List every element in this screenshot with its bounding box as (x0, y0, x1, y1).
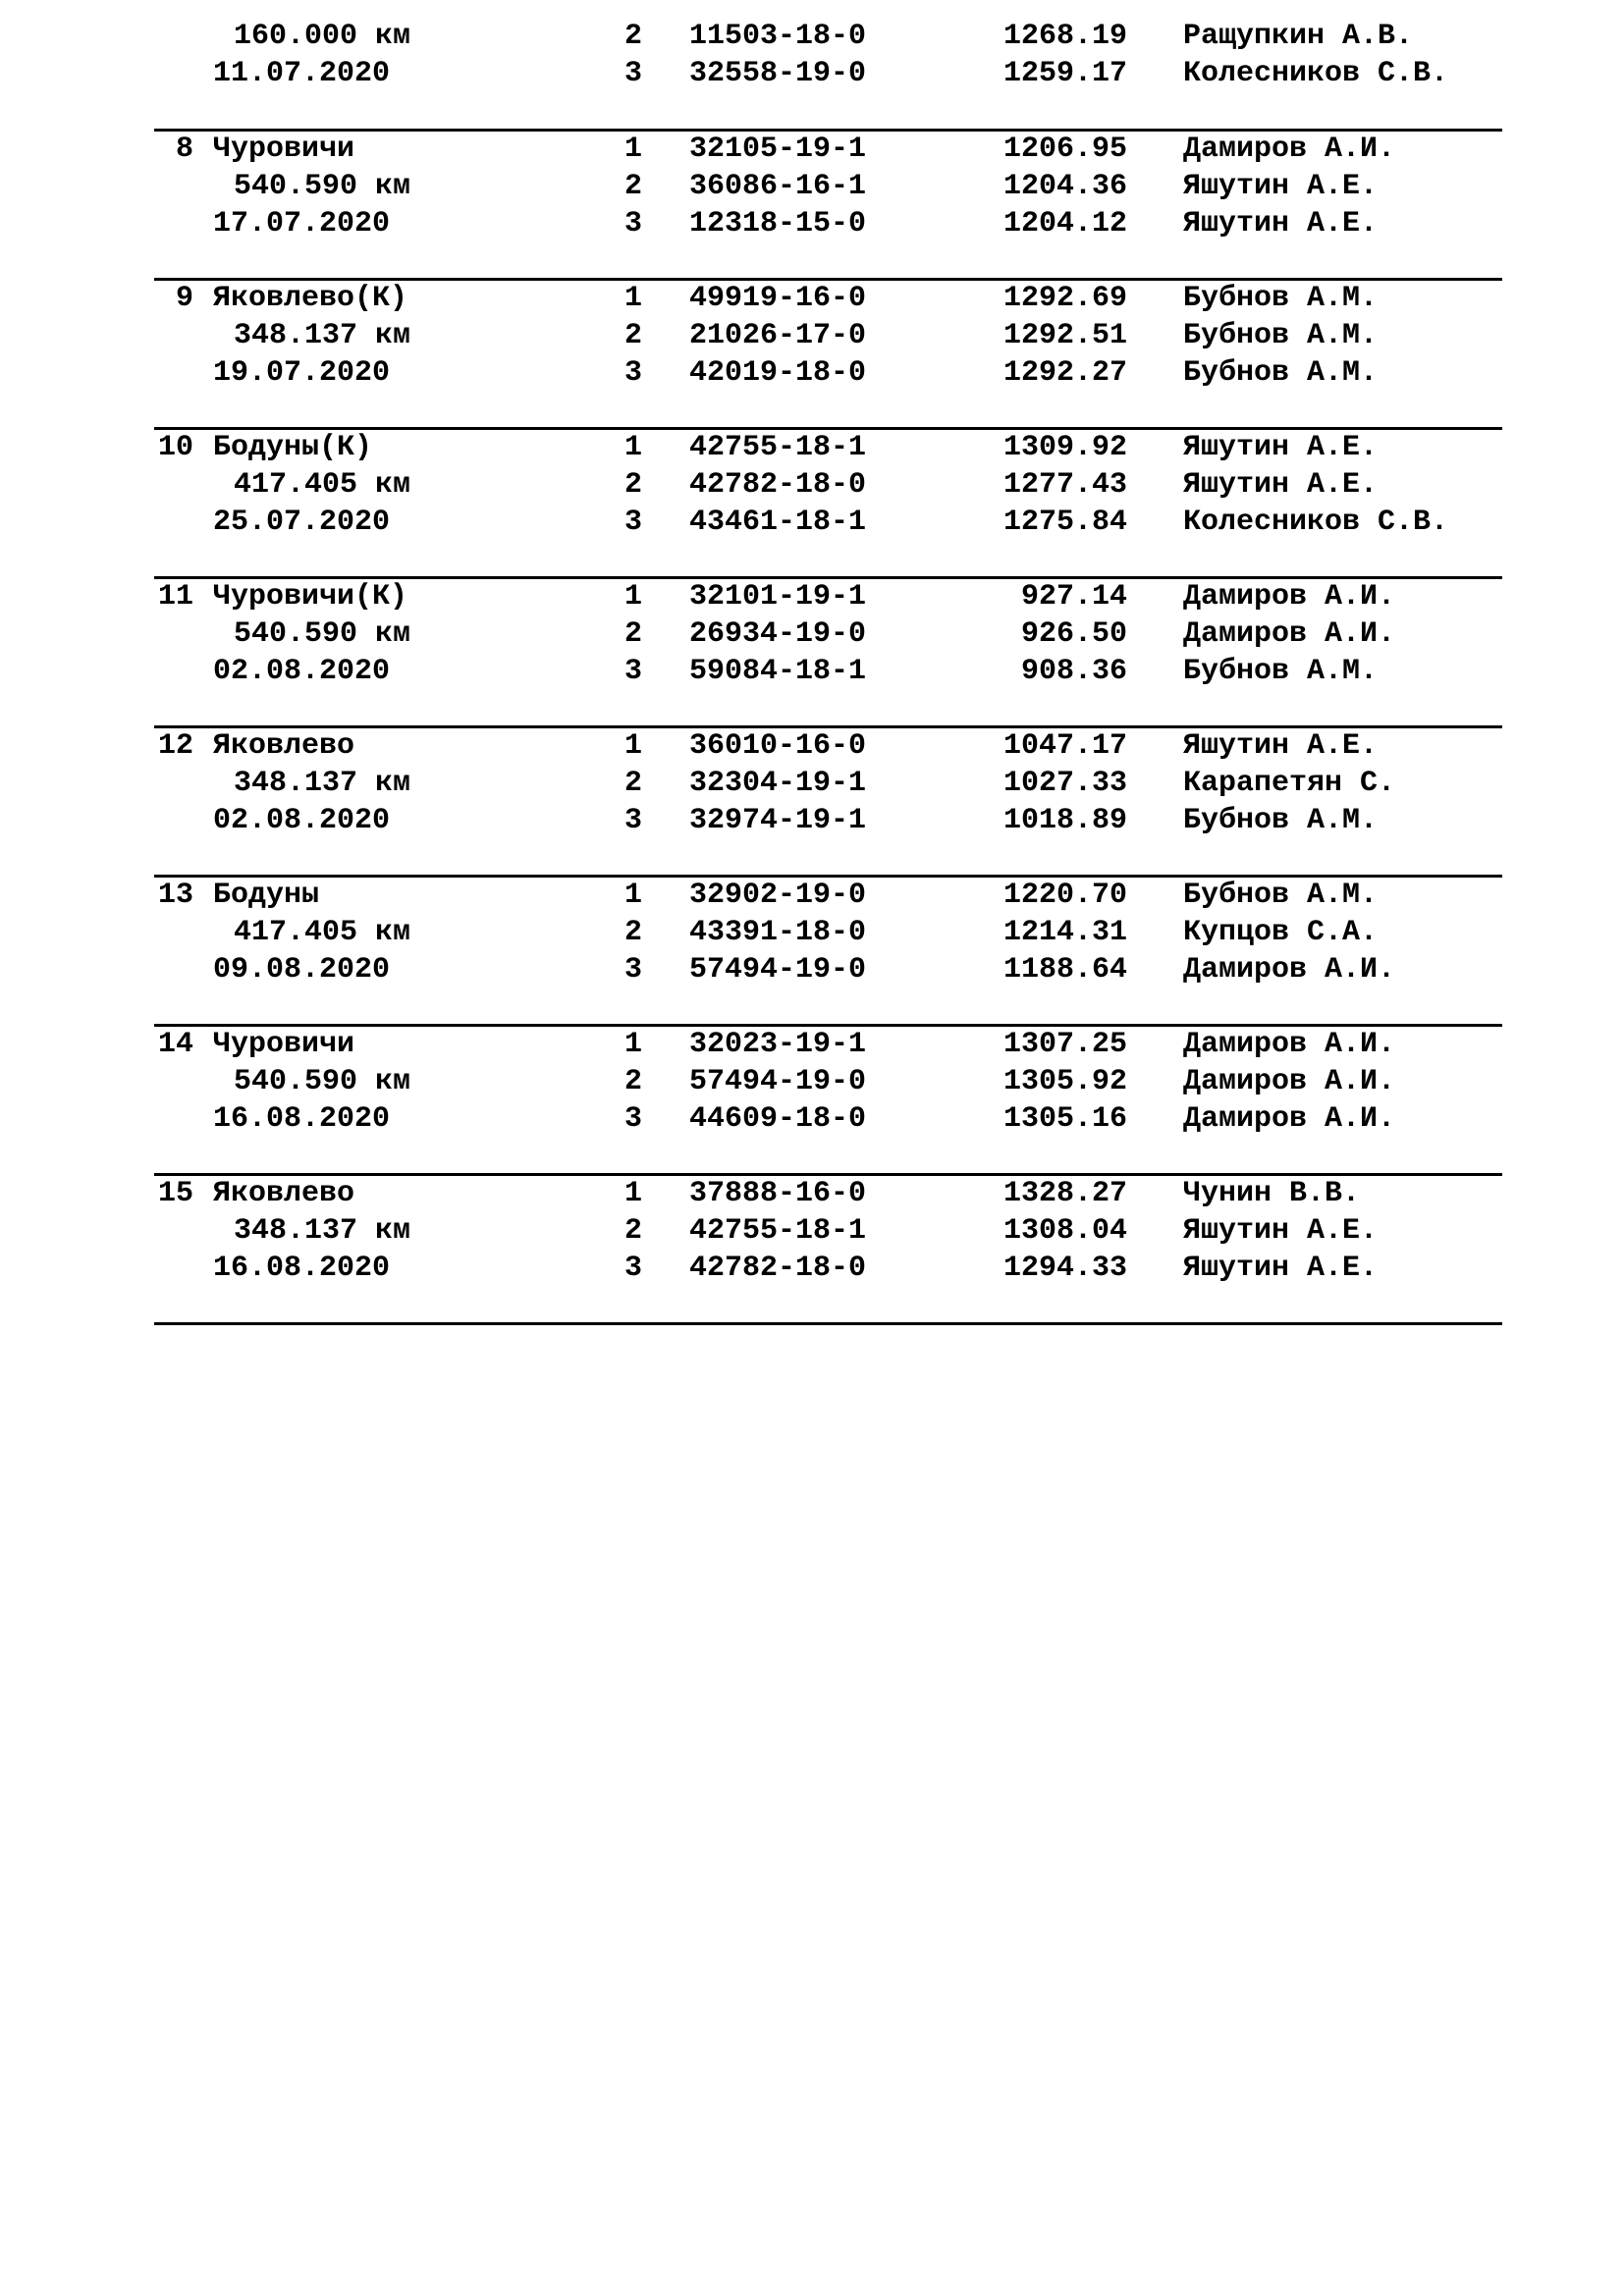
ring-number: 57494-19-0 (689, 953, 867, 987)
result-row (0, 466, 1624, 504)
ring-number: 42782-18-0 (689, 468, 867, 502)
race-distance: 348.137 км (234, 1214, 411, 1248)
speed-value: 1027.33 (1002, 767, 1127, 800)
result-place: 2 (623, 1214, 642, 1248)
result-place: 3 (623, 1102, 642, 1136)
result-place: 1 (623, 879, 642, 912)
race-date: 25.07.2020 (213, 506, 391, 539)
result-place: 1 (623, 1177, 642, 1210)
result-place: 2 (623, 319, 642, 352)
race-date: 09.08.2020 (213, 953, 391, 987)
ring-number: 26934-19-0 (689, 617, 867, 651)
result-place: 2 (623, 20, 642, 53)
result-place: 3 (623, 1252, 642, 1285)
race-distance: 348.137 км (234, 319, 411, 352)
race-distance: 417.405 км (234, 916, 411, 949)
ring-number: 43461-18-1 (689, 506, 867, 539)
speed-value: 1292.69 (1002, 282, 1127, 315)
race-date: 17.07.2020 (213, 207, 391, 240)
owner-name: Яшутин А.Е. (1183, 468, 1379, 502)
owner-name: Дамиров А.И. (1183, 1065, 1396, 1098)
result-row (0, 1026, 1624, 1063)
result-row (0, 727, 1624, 765)
owner-name: Бубнов А.М. (1183, 804, 1379, 837)
result-place: 2 (623, 916, 642, 949)
speed-value: 1204.12 (1002, 207, 1127, 240)
ring-number: 42782-18-0 (689, 1252, 867, 1285)
ring-number: 32974-19-1 (689, 804, 867, 837)
speed-value: 1220.70 (1002, 879, 1127, 912)
result-row (0, 877, 1624, 914)
ring-number: 42755-18-1 (689, 1214, 867, 1248)
ring-number: 11503-18-0 (689, 20, 867, 53)
speed-value: 1268.19 (1002, 20, 1127, 53)
result-row (0, 914, 1624, 951)
speed-value: 1214.31 (1002, 916, 1127, 949)
speed-value: 927.14 (1020, 580, 1127, 614)
speed-value: 1305.92 (1002, 1065, 1127, 1098)
result-row (0, 578, 1624, 615)
result-row (0, 1175, 1624, 1212)
result-row (0, 802, 1624, 839)
result-row (0, 951, 1624, 988)
result-place: 1 (623, 1028, 642, 1061)
ring-number: 21026-17-0 (689, 319, 867, 352)
race-number: 14 (157, 1028, 193, 1061)
race-location: Яковлево(К) (213, 282, 408, 315)
result-place: 1 (623, 282, 642, 315)
result-row (0, 354, 1624, 392)
result-row (0, 1063, 1624, 1100)
result-place: 2 (623, 767, 642, 800)
speed-value: 1047.17 (1002, 729, 1127, 763)
owner-name: Дамиров А.И. (1183, 1102, 1396, 1136)
result-row (0, 1100, 1624, 1138)
result-row (0, 168, 1624, 205)
speed-value: 926.50 (1020, 617, 1127, 651)
speed-value: 908.36 (1020, 655, 1127, 688)
owner-name: Бубнов А.М. (1183, 356, 1379, 390)
owner-name: Карапетян С. (1183, 767, 1396, 800)
ring-number: 32101-19-1 (689, 580, 867, 614)
race-distance: 417.405 км (234, 468, 411, 502)
result-place: 3 (623, 655, 642, 688)
race-location: Чуровичи (213, 1028, 355, 1061)
owner-name: Бубнов А.М. (1183, 282, 1379, 315)
speed-value: 1188.64 (1002, 953, 1127, 987)
speed-value: 1292.27 (1002, 356, 1127, 390)
result-row (0, 615, 1624, 653)
owner-name: Яшутин А.Е. (1183, 207, 1379, 240)
speed-value: 1204.36 (1002, 170, 1127, 203)
race-date: 11.07.2020 (213, 57, 391, 90)
result-row (0, 205, 1624, 242)
race-distance: 348.137 км (234, 767, 411, 800)
result-place: 1 (623, 729, 642, 763)
ring-number: 32304-19-1 (689, 767, 867, 800)
result-row (0, 317, 1624, 354)
result-place: 3 (623, 57, 642, 90)
owner-name: Бубнов А.М. (1183, 655, 1379, 688)
speed-value: 1275.84 (1002, 506, 1127, 539)
speed-value: 1259.17 (1002, 57, 1127, 90)
result-place: 3 (623, 804, 642, 837)
owner-name: Яшутин А.Е. (1183, 170, 1379, 203)
owner-name: Яшутин А.Е. (1183, 1252, 1379, 1285)
owner-name: Дамиров А.И. (1183, 133, 1396, 166)
result-place: 1 (623, 431, 642, 464)
result-place: 3 (623, 356, 642, 390)
ring-number: 32558-19-0 (689, 57, 867, 90)
race-distance: 540.590 км (234, 617, 411, 651)
result-place: 1 (623, 133, 642, 166)
ring-number: 42019-18-0 (689, 356, 867, 390)
result-row (0, 653, 1624, 690)
result-place: 1 (623, 580, 642, 614)
result-row (0, 1250, 1624, 1287)
result-row (0, 429, 1624, 466)
race-distance: 540.590 км (234, 1065, 411, 1098)
race-location: Бодуны(К) (213, 431, 373, 464)
result-place: 3 (623, 506, 642, 539)
race-location: Чуровичи (213, 133, 355, 166)
owner-name: Яшутин А.Е. (1183, 729, 1379, 763)
owner-name: Бубнов А.М. (1183, 319, 1379, 352)
race-date: 19.07.2020 (213, 356, 391, 390)
race-number: 11 (157, 580, 193, 614)
speed-value: 1308.04 (1002, 1214, 1127, 1248)
race-date: 02.08.2020 (213, 655, 391, 688)
race-number: 8 (175, 133, 193, 166)
owner-name: Чунин В.В. (1183, 1177, 1361, 1210)
speed-value: 1294.33 (1002, 1252, 1127, 1285)
result-place: 3 (623, 207, 642, 240)
result-place: 2 (623, 170, 642, 203)
ring-number: 36010-16-0 (689, 729, 867, 763)
result-row (0, 504, 1624, 541)
ring-number: 37888-16-0 (689, 1177, 867, 1210)
ring-number: 42755-18-1 (689, 431, 867, 464)
result-place: 2 (623, 1065, 642, 1098)
race-number: 13 (157, 879, 193, 912)
result-place: 2 (623, 617, 642, 651)
ring-number: 32902-19-0 (689, 879, 867, 912)
owner-name: Дамиров А.И. (1183, 580, 1396, 614)
owner-name: Бубнов А.М. (1183, 879, 1379, 912)
ring-number: 36086-16-1 (689, 170, 867, 203)
race-distance: 540.590 км (234, 170, 411, 203)
ring-number: 32023-19-1 (689, 1028, 867, 1061)
race-location: Яковлево (213, 1177, 355, 1210)
owner-name: Купцов С.А. (1183, 916, 1379, 949)
owner-name: Колесников С.В. (1183, 506, 1449, 539)
race-location: Чуровичи(К) (213, 580, 408, 614)
race-date: 02.08.2020 (213, 804, 391, 837)
owner-name: Яшутин А.Е. (1183, 431, 1379, 464)
ring-number: 12318-15-0 (689, 207, 867, 240)
speed-value: 1206.95 (1002, 133, 1127, 166)
ring-number: 32105-19-1 (689, 133, 867, 166)
result-row (0, 1212, 1624, 1250)
race-number: 10 (157, 431, 193, 464)
speed-value: 1328.27 (1002, 1177, 1127, 1210)
result-row (0, 55, 1624, 92)
race-number: 9 (175, 282, 193, 315)
result-row (0, 280, 1624, 317)
result-place: 3 (623, 953, 642, 987)
race-location: Яковлево (213, 729, 355, 763)
race-number: 12 (157, 729, 193, 763)
speed-value: 1307.25 (1002, 1028, 1127, 1061)
result-row (0, 765, 1624, 802)
race-number: 15 (157, 1177, 193, 1210)
speed-value: 1305.16 (1002, 1102, 1127, 1136)
ring-number: 44609-18-0 (689, 1102, 867, 1136)
owner-name: Колесников С.В. (1183, 57, 1449, 90)
owner-name: Дамиров А.И. (1183, 617, 1396, 651)
owner-name: Яшутин А.Е. (1183, 1214, 1379, 1248)
speed-value: 1292.51 (1002, 319, 1127, 352)
speed-value: 1277.43 (1002, 468, 1127, 502)
result-row (0, 131, 1624, 168)
race-distance: 160.000 км (234, 20, 411, 53)
race-location: Бодуны (213, 879, 320, 912)
speed-value: 1309.92 (1002, 431, 1127, 464)
ring-number: 59084-18-1 (689, 655, 867, 688)
ring-number: 43391-18-0 (689, 916, 867, 949)
owner-name: Дамиров А.И. (1183, 953, 1396, 987)
race-date: 16.08.2020 (213, 1252, 391, 1285)
race-date: 16.08.2020 (213, 1102, 391, 1136)
owner-name: Ращупкин А.В. (1183, 20, 1414, 53)
speed-value: 1018.89 (1002, 804, 1127, 837)
result-row (0, 18, 1624, 55)
separator-line (154, 1322, 1502, 1325)
ring-number: 57494-19-0 (689, 1065, 867, 1098)
result-place: 2 (623, 468, 642, 502)
ring-number: 49919-16-0 (689, 282, 867, 315)
owner-name: Дамиров А.И. (1183, 1028, 1396, 1061)
